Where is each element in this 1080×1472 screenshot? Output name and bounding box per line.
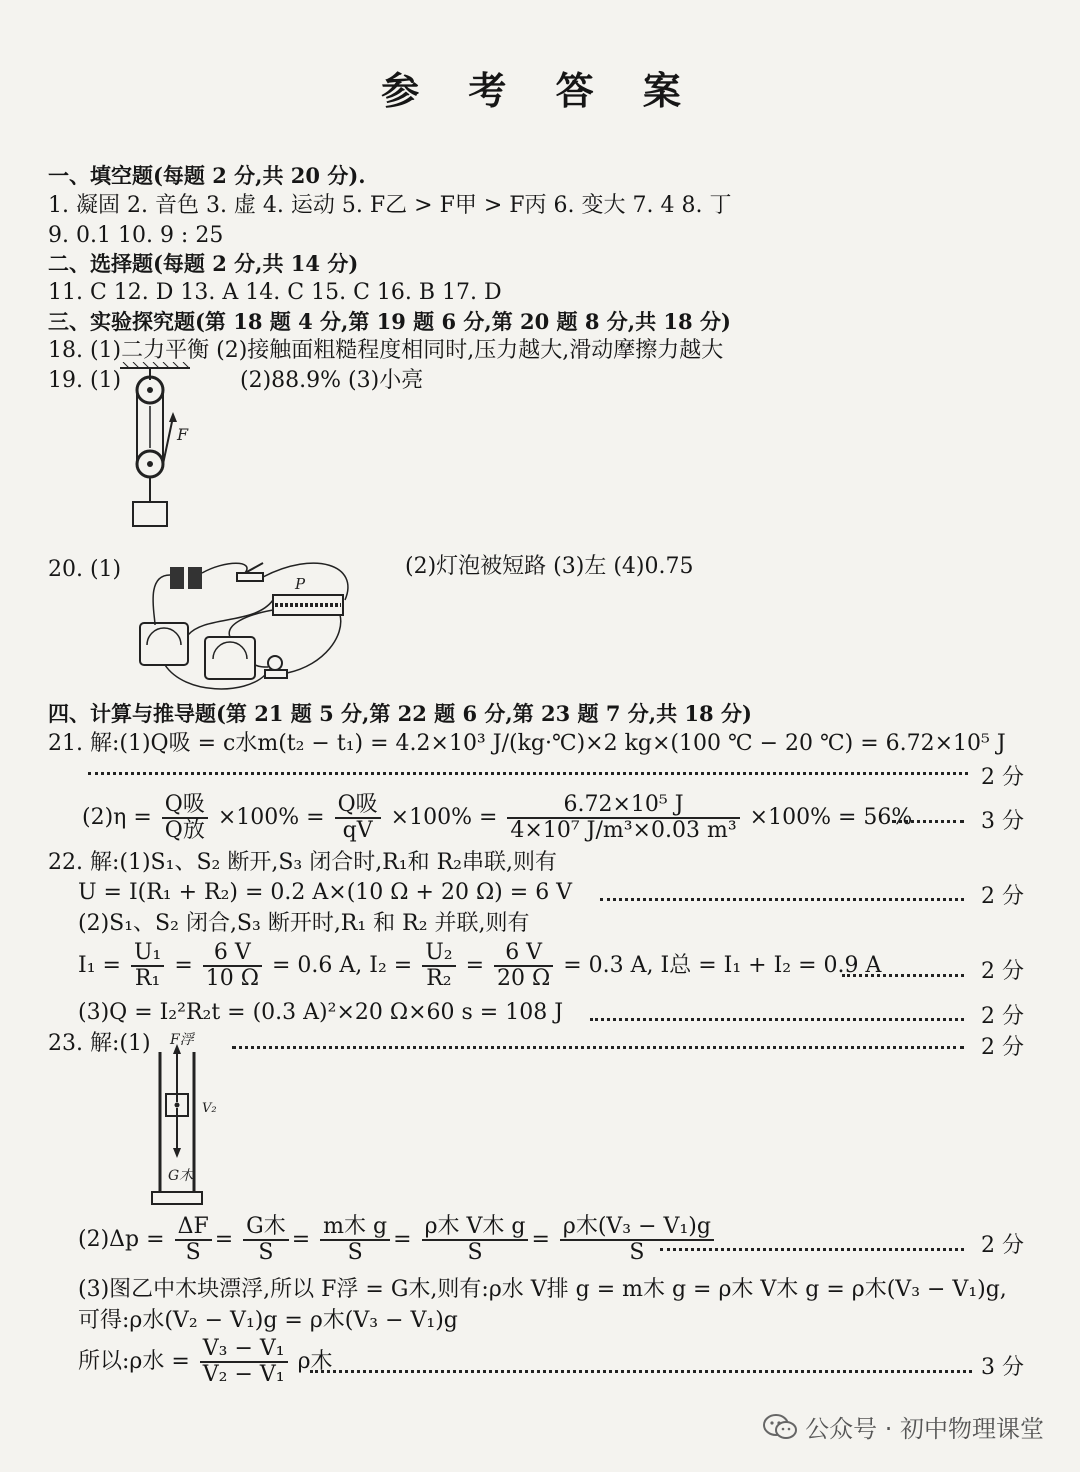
leader-dots: [232, 1046, 964, 1049]
circuit-diagram: [125, 555, 365, 695]
q23-line1: 23. 解:(1): [48, 1031, 151, 1056]
watermark-text: 公众号 · 初中物理课堂: [805, 1415, 1044, 1443]
q23-part2: (2)Δp = $\frac{\Delta F}{S}$ = $\frac{\text{G木}}{S}$ = $\frac{\text{m木 g}}{S}$ = $\frac{\text{ρ木 V木 g}}{S}$ = $\frac{\text{ρ木(V₃ − V₁)g}}{S}$: [78, 1212, 717, 1268]
leader-dots: [310, 1370, 972, 1373]
q19-answers: (2)88.9% (3)小亮: [240, 368, 424, 393]
slider-label-p: P: [295, 575, 306, 593]
q22-line3: (2)S₁、S₂ 闭合,S₃ 断开时,R₁ 和 R₂ 并联,则有: [78, 911, 530, 936]
q22-line4: I₁ = $\frac{\text{U₁}}{\text{R₁}}$ = $\frac{6 V}{10 \Omega}$ = 0.6 A, I₂ = $\frac{\text{U₂}}{\text{R₂}}$ = $\frac{6 V}{20 \Omega}$ = 0.3 A, I总 = I₁ + I₂ = 0.9 A: [78, 940, 882, 991]
q19-label: 19. (1): [48, 368, 122, 393]
volume-label: V₂: [202, 1101, 217, 1116]
q22-line5-score: 2 分: [981, 1004, 1024, 1029]
section-3-heading: 三、实验探究题(第 18 题 4 分,第 19 题 6 分,第 20 题 8 分,共 18 分): [48, 309, 731, 334]
leader-dots: [842, 974, 964, 977]
q22-line4-score: 2 分: [981, 959, 1024, 984]
section-2-heading: 二、选择题(每题 2 分,共 14 分): [48, 251, 359, 276]
wechat-icon: [763, 1413, 797, 1441]
q21-part2: (2)η = $\frac{\text{Q吸}}{\text{Q放}}$ ×100% = $\frac{\text{Q吸}}{qV}$ ×100% = $\frac{\text{6.72×10⁵ J}}{\text{4×10⁷ J/m³×0.03 m³}}$ ×100% = 56%: [82, 792, 913, 843]
q22-line2: U = I(R₁ + R₂) = 0.2 A×(10 Ω + 20 Ω) = 6 V: [78, 880, 573, 905]
leader-dots: [892, 820, 964, 823]
watermark: [763, 1409, 1044, 1444]
leader-dots: [660, 1248, 964, 1251]
q23-line5-score: 3 分: [981, 1355, 1024, 1380]
buoyant-force-label: F浮: [170, 1032, 194, 1048]
fraction: $\frac{\text{6.72×10⁵ J}}{\text{4×10⁷ J/m³×0.03 m³}}$: [507, 793, 739, 843]
q21-part1-score: 2 分: [981, 765, 1024, 790]
q22-line1: 22. 解:(1)S₁、S₂ 断开,S₃ 闭合时,R₁和 R₂串联,则有: [48, 850, 557, 875]
gravity-label: G木: [168, 1168, 194, 1184]
q23-line4: 可得:ρ水(V₂ − V₁)g = ρ木(V₃ − V₁)g: [78, 1308, 458, 1333]
q20-label: 20. (1): [48, 557, 122, 582]
q22-line2-score: 2 分: [981, 884, 1024, 909]
q21-part2-score: 3 分: [981, 809, 1024, 834]
q23-line5: 所以:ρ水 = $\frac{\text{V₃ − V₁}}{\text{V₂ − V₁}}$ ρ木: [78, 1336, 333, 1387]
leader-dots: [600, 898, 964, 901]
q18-answer: 18. (1)二力平衡 (2)接触面粗糙程度相同时,压力越大,滑动摩擦力越大: [48, 338, 724, 363]
q23-line1-score: 2 分: [981, 1035, 1024, 1060]
force-label-f: F: [177, 425, 189, 444]
section-1-heading: 一、填空题(每题 2 分,共 20 分).: [48, 163, 366, 188]
pulley-diagram: [115, 362, 215, 552]
q20-answers: (2)灯泡被短路 (3)左 (4)0.75: [405, 554, 694, 579]
s1-answers-line1: 1. 凝固 2. 音色 3. 虚 4. 运动 5. F乙 > F甲 > F丙 6. 变大 7. 4 8. 丁: [48, 193, 732, 218]
leader-dots: [88, 772, 968, 775]
leader-dots: [590, 1018, 964, 1021]
q22-line5: (3)Q = I₂²R₂t = (0.3 A)²×20 Ω×60 s = 108 J: [78, 1000, 564, 1025]
page-title: 参 考 答 案: [381, 68, 699, 113]
q21-eta-label: (2)η =: [82, 805, 152, 830]
q23-line3: (3)图乙中木块漂浮,所以 F浮 = G木,则有:ρ水 V排 g = m木 g = ρ木 V木 g = ρ木(V₃ − V₁)g,: [78, 1277, 1007, 1302]
s2-answers-line: 11. C 12. D 13. A 14. C 15. C 16. B 17. D: [48, 280, 502, 305]
s1-answers-line2: 9. 0.1 10. 9 : 25: [48, 223, 224, 248]
fraction: $\frac{\text{Q吸}}{qV}$: [335, 793, 381, 843]
fraction: $\frac{\text{Q吸}}{\text{Q放}}$: [162, 793, 208, 843]
q21-part1: 21. 解:(1)Q吸 = c水m(t₂ − t₁) = 4.2×10³ J/(kg·℃)×2 kg×(100 ℃ − 20 ℃) = 6.72×10⁵ J: [48, 731, 1006, 756]
q23-part2-score: 2 分: [981, 1233, 1024, 1258]
section-4-heading: 四、计算与推导题(第 21 题 5 分,第 22 题 6 分,第 23 题 7 分,共 18 分): [48, 701, 752, 726]
buoyancy-diagram: [150, 1032, 240, 1212]
